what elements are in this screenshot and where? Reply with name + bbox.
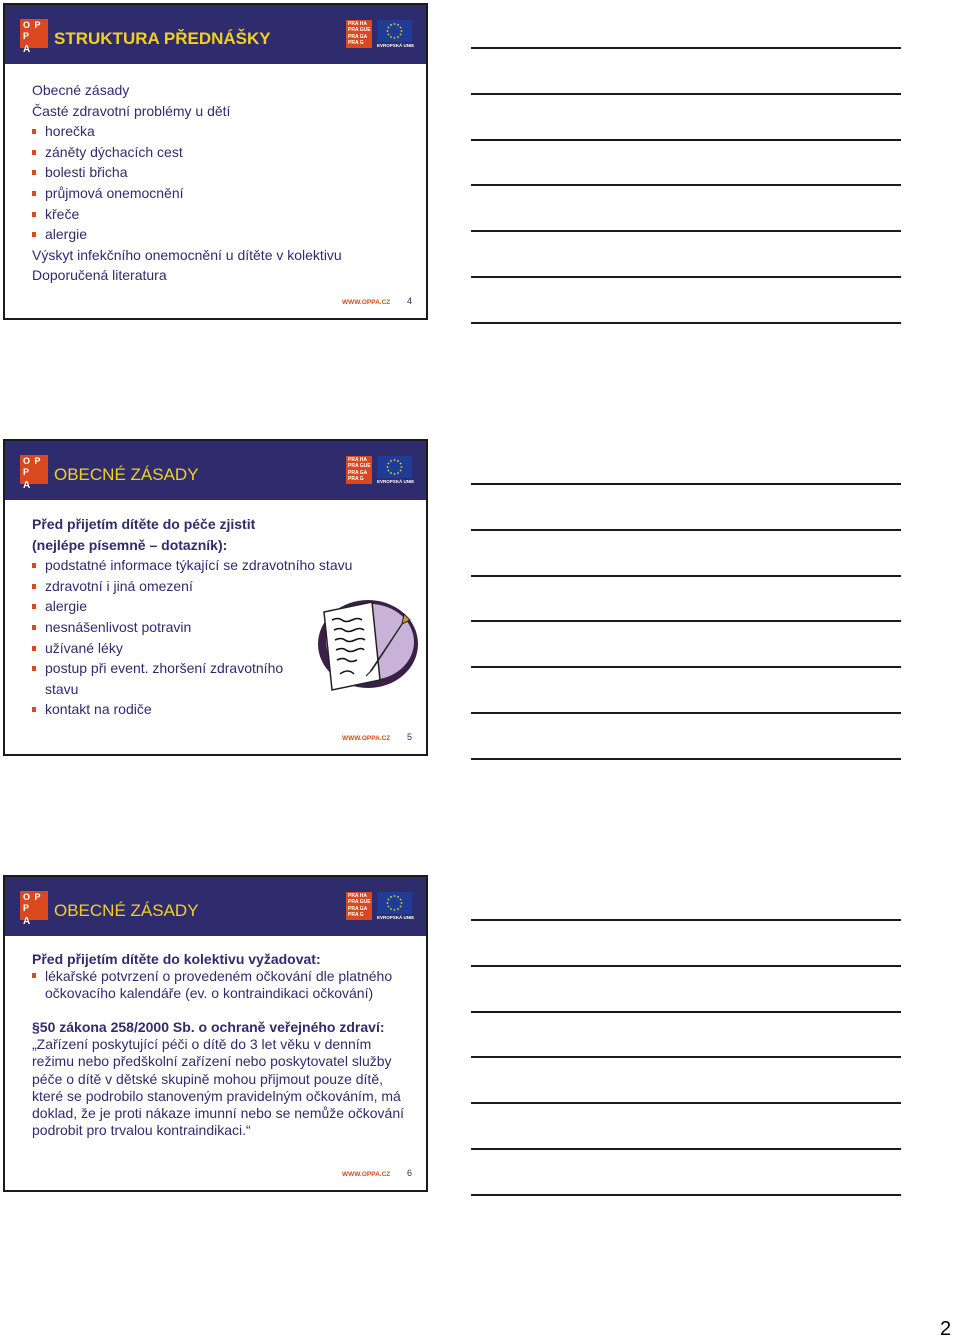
text-line: Časté zdravotní problémy u dětí — [32, 102, 231, 119]
eu-label: EVROPSKÁ UNIE — [377, 915, 415, 920]
slide-4 — [3, 3, 428, 320]
bullet-item: užívané léky — [32, 638, 422, 659]
text-line: §50 zákona 258/2000 Sb. o ochraně veřejného zdraví: — [32, 1019, 385, 1036]
oppa-logo: O P P A — [20, 455, 48, 484]
note-line — [471, 276, 901, 278]
note-line — [471, 712, 901, 714]
text-line: Před přijetím dítěte do péče zjistit — [32, 516, 256, 532]
text-line: Výskyt infekčního onemocnění u dítěte v kolektivu — [32, 246, 342, 263]
text-line: Doporučená literatura — [32, 267, 167, 284]
note-line — [471, 483, 901, 485]
eu-logo — [377, 20, 415, 50]
slide-title: STRUKTURA PŘEDNÁŠKY — [54, 29, 271, 48]
document-page-number: 2 — [940, 1318, 952, 1340]
slide-footer-url: WWW.OPPA.CZ — [342, 1171, 391, 1178]
bullet-item: nesnášenlivost potravin — [32, 617, 422, 638]
note-line — [471, 666, 901, 668]
slide-content — [32, 80, 422, 286]
text-line: Před přijetím dítěte do kolektivu vyžadovat: — [32, 951, 321, 967]
note-line — [471, 139, 901, 141]
note-line — [471, 230, 901, 232]
note-line — [471, 919, 901, 921]
praha-logo: PRA HA PRA GUE PRA GA PRA G — [348, 893, 371, 919]
slide-header — [5, 5, 426, 64]
text-line: doklad, že je proti nákaze imunní nebo se nemůže očkování — [32, 1104, 405, 1121]
text-line: (nejlépe písemně – dotazník): — [32, 536, 228, 553]
eu-label: EVROPSKÁ UNIE — [377, 43, 415, 48]
text-line: očkovacího kalendáře (ev. o kontraindikaci očkování) — [45, 985, 374, 1002]
bullet-item: záněty dýchacích cest — [32, 142, 422, 163]
slide-header — [5, 441, 426, 500]
text-line: stavu — [45, 680, 79, 697]
bullet-item: horečka — [32, 121, 422, 142]
note-line — [471, 758, 901, 760]
note-line — [471, 93, 901, 95]
bullet-item: alergie — [32, 596, 422, 617]
text-line: „Zařízení poskytující péči o dítě do 3 let věku v denním — [32, 1036, 372, 1053]
spacer — [32, 1002, 422, 1019]
slide-footer-url: WWW.OPPA.CZ — [342, 735, 391, 742]
praha-logo: PRA HA PRA GUE PRA GA PRA G — [348, 21, 371, 47]
bullet-item: lékařské potvrzení o provedeném očkování dle platného — [32, 968, 422, 985]
note-line — [471, 529, 901, 531]
text-line: podrobit pro trvalou kontraindikaci.“ — [32, 1121, 251, 1138]
oppa-logo: O P P A — [20, 891, 48, 920]
eu-logo — [377, 456, 415, 486]
writing-clipart-icon — [310, 596, 420, 696]
slide-5 — [3, 439, 428, 756]
eu-flag-icon — [377, 456, 412, 478]
text-line: režimu nebo předškolní zařízení nebo poskytovatel služby — [32, 1053, 392, 1070]
note-line — [471, 1056, 901, 1058]
eu-label: EVROPSKÁ UNIE — [377, 479, 415, 484]
note-line — [471, 575, 901, 577]
bullet-item: kontakt na rodiče — [32, 699, 422, 720]
slide-footer-url: WWW.OPPA.CZ — [342, 299, 391, 306]
note-line — [471, 47, 901, 49]
note-line — [471, 184, 901, 186]
note-line — [471, 1148, 901, 1150]
note-line — [471, 965, 901, 967]
text-line: Obecné zásady — [32, 82, 130, 98]
slide-6 — [3, 875, 428, 1192]
bullet-item: průjmová onemocnění — [32, 183, 422, 204]
eu-flag-icon — [377, 892, 412, 914]
bullet-item: zdravotní i jiná omezení — [32, 576, 422, 597]
slide-page-number: 5 — [407, 732, 413, 742]
note-line — [471, 322, 901, 324]
text-line: péče o dítě v dětské skupině mohou přijmout pouze dítě, — [32, 1070, 383, 1087]
bullet-item: postup při event. zhoršení zdravotního — [32, 658, 422, 679]
praha-logo: PRA HA PRA GUE PRA GA PRA G — [348, 457, 371, 483]
note-line — [471, 1102, 901, 1104]
text-line: které se podrobilo stanoveným pravidelným očkováním, má — [32, 1087, 401, 1104]
note-line — [471, 620, 901, 622]
bullet-item: alergie — [32, 224, 422, 245]
slide-content — [32, 951, 422, 1139]
note-line — [471, 1011, 901, 1013]
bullet-item: bolesti břicha — [32, 162, 422, 183]
oppa-logo: O P P A — [20, 19, 48, 48]
eu-logo — [377, 892, 415, 922]
bullet-item: podstatné informace týkající se zdravotního stavu — [32, 555, 422, 576]
slide-title: OBECNÉ ZÁSADY — [54, 465, 199, 484]
slide-title: OBECNÉ ZÁSADY — [54, 901, 199, 920]
slide-page-number: 4 — [407, 296, 413, 306]
eu-flag-icon — [377, 20, 412, 42]
note-line — [471, 1194, 901, 1196]
slide-header — [5, 877, 426, 936]
slide-page-number: 6 — [407, 1168, 413, 1178]
bullet-item: křeče — [32, 204, 422, 225]
